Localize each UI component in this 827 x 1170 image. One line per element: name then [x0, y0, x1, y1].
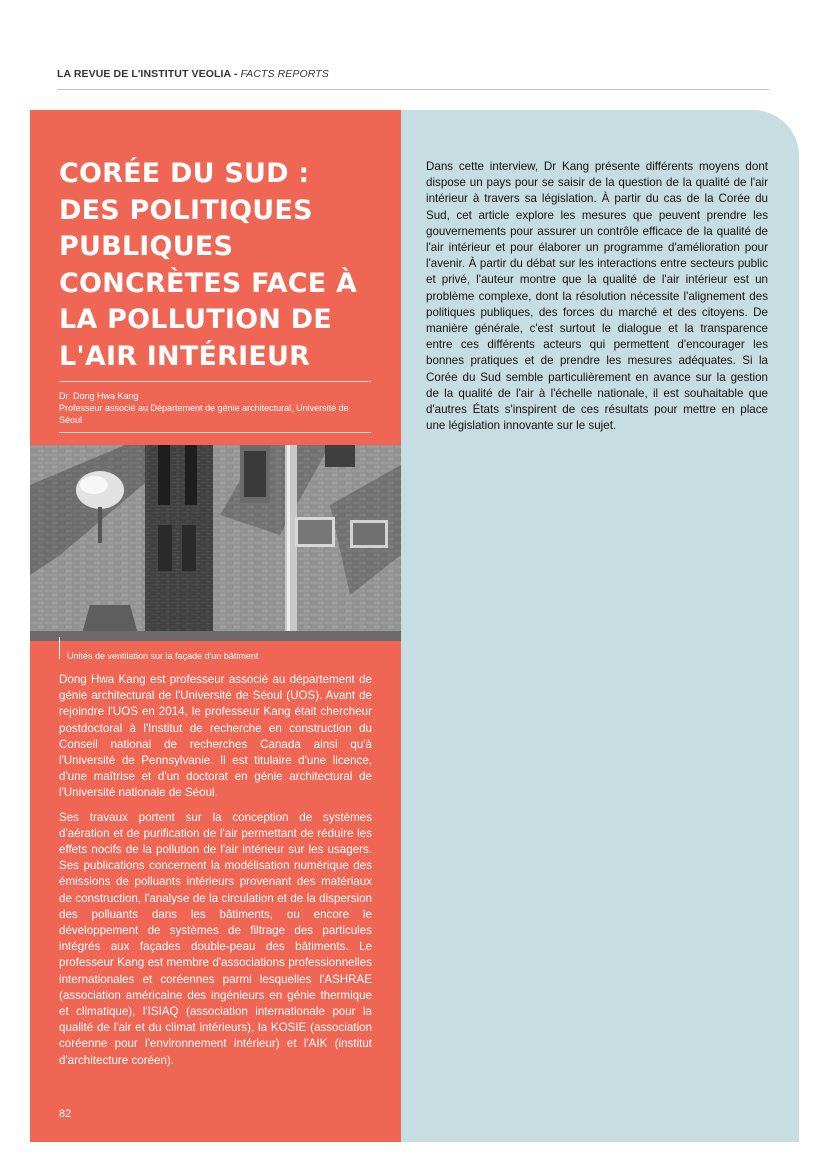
building-facade-photo [30, 445, 401, 641]
title-divider [59, 381, 371, 382]
bio-paragraph: Ses travaux portent sur la conception de systèmes d'aération et de purification de l'air permettant de réduire les effets nocifs de la pollution de l'air intérieur sur les usagers. Ses publications concernent la modélisation numérique des émissions de polluants intérieurs provenant des matériaux de construction, l'analyse de la circulation et de la dispersion des polluants dans les bâtiments, ou encore le développement de systèmes de filtrage des particules intégrés aux façades double-peau des bâtiments. Le professeur Kang est membre d'associations professionnelles internationales et coréennes parmi lesquelles l'ASHRAE (association américaine des ingénieurs en génie thermique et climatique), l'ISIAQ (association internationale pour la qualité de l'air et du climat intérieurs), la KOSIE (association coréenne pour l'environnement intérieur) et l'AIK (institut d'architecture coréen). [59, 810, 372, 1067]
author-biography [59, 672, 372, 1077]
article-title: CORÉE DU SUD : DES POLITIQUES PUBLIQUES CONCRÈTES FACE À LA POLLUTION DE L'AIR INTÉRIEUR [59, 158, 358, 372]
intro-paragraph: Dans cette interview, Dr Kang présente différents moyens dont dispose un pays pour se saisir de la question de la qualité de l'air intérieur à travers sa législation. À partir du cas de la Corée du Sud, cet article explore les mesures que peuvent prendre les gouvernements pour assurer un contrôle efficace de la qualité de l'air intérieur et pour élaborer un programme d'amélioration pour l'avenir. À partir du débat sur les interactions entre secteurs public et privé, l'auteur montre que la qualité de l'air intérieur est un problème complexe, dont la résolution nécessite l'alignement des politiques publiques, des forces du marché et des citoyens. De manière générale, c'est surtout le dialogue et la transparence entre ces différents acteurs qui permettent d'encourager les bonnes pratiques et de prendre les mesures adéquates. Si la Corée du Sud semble particulièrement en avance sur la gestion de la qualité de l'air à l'échelle nationale, il est souhaitable que d'autres États s'inspirent de ces résultats pour mettre en place une législation innovante sur le sujet. [426, 160, 768, 433]
header-divider [57, 89, 769, 90]
header-brand: LA REVUE DE L'INSTITUT VEOLIA [57, 68, 231, 80]
photo-caption: Unités de ventilation sur la façade d'un bâtiment [67, 651, 259, 661]
caption-marker [59, 637, 60, 659]
page-number: 82 [59, 1108, 72, 1120]
header-separator: - [230, 68, 241, 80]
header-subtitle: FACTS REPORTS [240, 68, 329, 80]
author-divider [59, 432, 371, 433]
running-header [57, 68, 769, 90]
author-affiliation: Professeur associé au Département de génie architectural, Université de Séoul [59, 403, 349, 425]
bio-paragraph: Dong Hwa Kang est professeur associé au département de génie architectural de l'Université de Séoul (UOS). Avant de rejoindre l'UOS en 2014, le professeur Kang était chercheur postdoctoral à l'Institut de recherche en construction du Conseil national de recherches Canada ainsi qu'à l'Université de Pennsylvanie. Il est titulaire d'une licence, d'une maîtrise et d'un doctorat en génie architectural de l'Université nationale de Séoul. [59, 673, 372, 800]
author-name: Dr. Dong Hwa Kang [59, 391, 139, 401]
author-block [59, 390, 371, 426]
